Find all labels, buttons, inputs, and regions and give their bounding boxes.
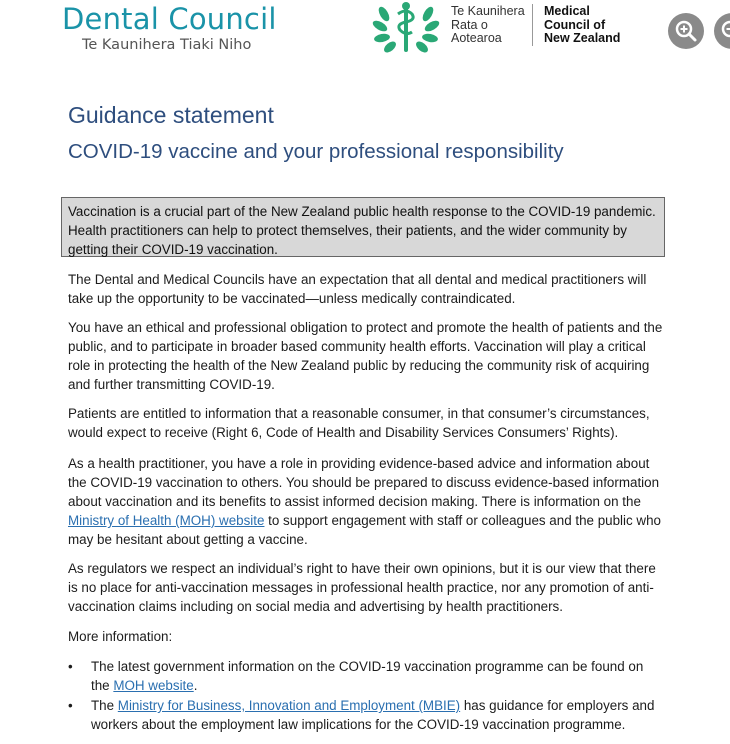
mcnz-english-name: Medical Council of New Zealand [544, 4, 621, 45]
paragraph-practitioner-role: As a health practitioner, you have a role in providing evidence-based advice and information about the COVID-19 vaccination to others. You should be prepared to discuss evidence-based information about vaccination and its benefits to assist informed decision making. There is information on the Ministry of Health (MOH) website to support engagement with staff or colleagues and the public who may be hesitant about getting a vaccine. [68, 456, 661, 547]
paragraph-expectation: The Dental and Medical Councils have an expectation that all dental and medical practitioners will take up the opportunity to be vaccinated—unless medically contraindicated. [68, 272, 647, 306]
mcnz-emblem-icon [372, 0, 440, 56]
more-info-heading: More information: [68, 629, 173, 644]
document-subtitle: COVID-19 vaccine and your professional responsibility [68, 140, 564, 163]
document-title: Guidance statement [68, 102, 274, 128]
dental-council-title: Dental Council [62, 2, 277, 36]
paragraph-regulators-view: As regulators we respect an individual’s right to have their own opinions, but it is our view that there is no place for anti-vaccination messages in professional health practice, nor any promotion of anti-vaccination claims including on social media and advertising by health practitioners. [68, 561, 656, 614]
logo-divider [532, 4, 533, 46]
zoom-out-icon [714, 13, 730, 49]
zoom-in-icon [668, 13, 704, 49]
mbie-link[interactable]: Ministry for Business, Innovation and Employment (MBIE) [117, 698, 461, 713]
document-header [0, 0, 730, 60]
zoom-out-button[interactable] [714, 13, 730, 49]
dental-council-logo [62, 2, 277, 54]
dental-council-subtitle: Te Kaunihera Tiaki Niho [82, 37, 252, 53]
bullet-marker: • [68, 698, 73, 713]
paragraph-patient-rights: Patients are entitled to information that a reasonable consumer, in that consumer’s circumstances, would expect to receive (Right 6, Code of Health and Disability Services Consumers’ Rights). [68, 406, 650, 440]
moh-website-link-2[interactable]: MOH website [113, 678, 194, 693]
summary-callout: Vaccination is a crucial part of the New Zealand public health response to the COVID-19 pandemic. Health practitioners can help to protect themselves, their patients, and the wider community by getting their COVID-19 vaccination. [61, 197, 665, 257]
bullet-marker: • [68, 659, 73, 674]
paragraph-obligation: You have an ethical and professional obligation to protect and promote the health of patients and the public, and to participate in broader based community health efforts. Vaccination will play a critical role in protecting the health of the New Zealand public by reducing the community risk of acquiring and further transmitting COVID-19. [68, 320, 663, 392]
zoom-in-button[interactable] [668, 13, 704, 49]
moh-website-link[interactable]: Ministry of Health (MOH) website [68, 513, 265, 528]
mcnz-maori-name: Te Kaunihera Rata o Aotearoa [451, 4, 525, 45]
